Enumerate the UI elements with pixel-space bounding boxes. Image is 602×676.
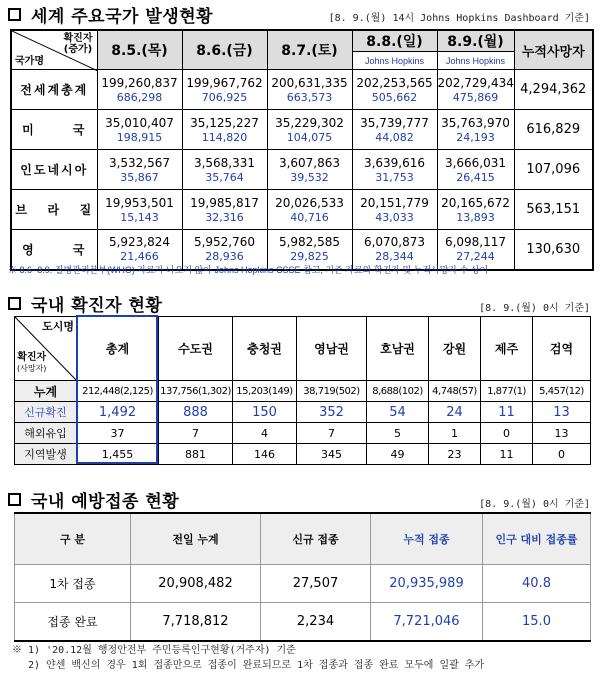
new-cases: 31,753 — [375, 170, 414, 184]
new-cases: 114,820 — [201, 130, 248, 144]
date-header: 8.8.(일) — [352, 30, 437, 52]
case-value: 15,203(149) — [233, 381, 297, 402]
vaccine-header: 전일 누계 — [131, 513, 261, 565]
date-header: 8.7.(토) — [267, 30, 352, 70]
daily-cell — [97, 190, 182, 230]
vaccine-header: 구 분 — [15, 513, 131, 565]
country-row — [11, 110, 593, 150]
case-value: 11 — [481, 402, 533, 423]
case-value: 4 — [233, 423, 297, 444]
vaccine-value: 40.8 — [483, 565, 591, 603]
new-cases: 44,082 — [375, 130, 414, 144]
new-cases: 706,925 — [201, 90, 248, 104]
case-value: 7 — [297, 423, 367, 444]
cumulative-cases: 35,739,777 — [360, 115, 429, 130]
case-row — [15, 444, 591, 465]
date-header: 8.9.(월) — [437, 30, 514, 52]
daily-cell — [437, 190, 514, 230]
new-cases: 475,869 — [452, 90, 499, 104]
country-name: 인도네시아 — [11, 150, 97, 190]
cumulative-cases: 35,010,407 — [105, 115, 174, 130]
daily-cell — [182, 110, 267, 150]
case-value: 1,492 — [77, 402, 159, 423]
case-value: 37 — [77, 423, 159, 444]
section3-note: [8. 9.(월) 0시 기준] — [479, 499, 590, 510]
case-value: 137,756(1,302) — [159, 381, 233, 402]
cumulative-cases: 199,967,762 — [186, 75, 263, 90]
case-value: 54 — [367, 402, 429, 423]
cumulative-cases: 5,923,824 — [108, 235, 171, 250]
daily-cell — [437, 70, 514, 110]
daily-cell — [267, 150, 352, 190]
region-header: 제주 — [481, 317, 533, 381]
new-cases: 27,244 — [456, 250, 495, 264]
new-cases: 32,316 — [205, 210, 244, 224]
cumulative-cases: 3,639,616 — [363, 155, 426, 170]
cumulative-cases: 5,952,760 — [193, 235, 256, 250]
corner-header: 도시명 확진자 (사망자) — [15, 317, 77, 381]
case-value: 146 — [233, 444, 297, 465]
case-value: 11 — [481, 444, 533, 465]
case-value: 1 — [429, 423, 481, 444]
daily-cell — [437, 150, 514, 190]
vaccine-value: 27,507 — [261, 565, 371, 603]
new-cases: 686,298 — [116, 90, 163, 104]
country-row — [11, 150, 593, 190]
cumulative-cases: 3,568,331 — [193, 155, 256, 170]
square-bullet-icon — [8, 493, 21, 506]
cumulative-cases: 35,125,227 — [190, 115, 259, 130]
case-value: 13 — [533, 423, 591, 444]
region-header: 총계 — [77, 317, 159, 381]
new-cases: 13,893 — [456, 210, 495, 224]
case-value: 345 — [297, 444, 367, 465]
corner-header: 확진자 (증가) 국가명 — [11, 30, 97, 70]
new-cases: 35,867 — [120, 170, 159, 184]
cumulative-cases: 20,165,672 — [441, 195, 510, 210]
row-label: 1차 접종 — [15, 565, 131, 603]
new-cases: 28,344 — [375, 250, 414, 264]
cumulative-cases: 199,260,837 — [101, 75, 178, 90]
new-cases: 24,193 — [456, 130, 495, 144]
cumulative-cases: 200,631,335 — [271, 75, 348, 90]
case-value: 1,877(1) — [481, 381, 533, 402]
case-value: 38,719(502) — [297, 381, 367, 402]
cumulative-cases: 6,070,873 — [363, 235, 426, 250]
square-bullet-icon — [8, 297, 21, 310]
daily-cell — [352, 70, 437, 110]
vaccine-value: 20,908,482 — [131, 565, 261, 603]
new-cases: 505,662 — [371, 90, 418, 104]
section3-footnote2: 2) 얀센 백신의 경우 1회 접종만으로 접종이 완료되므로 1차 접종과 접종 완료 모두에 일괄 추가 — [28, 660, 485, 671]
cumulative-deaths: 107,096 — [514, 150, 593, 190]
world-status-table — [10, 29, 594, 271]
daily-cell — [182, 70, 267, 110]
vaccine-value: 7,721,046 — [371, 603, 483, 641]
case-value: 4,748(57) — [429, 381, 481, 402]
region-header: 충청권 — [233, 317, 297, 381]
cum-deaths-header: 누적사망자 — [514, 30, 593, 70]
cumulative-cases: 19,985,817 — [190, 195, 259, 210]
daily-cell — [437, 110, 514, 150]
daily-cell — [97, 110, 182, 150]
cumulative-cases: 35,229,302 — [275, 115, 344, 130]
row-label: 지역발생 — [15, 444, 77, 465]
new-cases: 15,143 — [120, 210, 159, 224]
vaccine-header: 신규 접종 — [261, 513, 371, 565]
section1-title: 세계 주요국가 발생현황 — [8, 3, 213, 25]
region-header: 강원 — [429, 317, 481, 381]
cumulative-deaths: 616,829 — [514, 110, 593, 150]
cumulative-cases: 3,666,031 — [444, 155, 507, 170]
new-cases: 104,075 — [286, 130, 333, 144]
vaccine-value: 20,935,989 — [371, 565, 483, 603]
case-value: 8,688(102) — [367, 381, 429, 402]
cumulative-cases: 6,098,117 — [444, 235, 507, 250]
vaccine-value: 2,234 — [261, 603, 371, 641]
case-value: 1,455 — [77, 444, 159, 465]
case-value: 23 — [429, 444, 481, 465]
daily-cell — [97, 150, 182, 190]
case-row — [15, 381, 591, 402]
region-header: 수도권 — [159, 317, 233, 381]
case-value: 13 — [533, 402, 591, 423]
country-name: 미 국 — [11, 110, 97, 150]
daily-cell — [97, 70, 182, 110]
case-value: 5 — [367, 423, 429, 444]
section1-footnote: ※ 8.6~8.9. 질병관리본부(WHO) 자료가 나오지 않아 Johns Hopkins CSSE 참고, 기존 자료와 확진자 및 누적사망자 수 상이 — [8, 265, 489, 275]
vaccine-header: 누적 접종 — [371, 513, 483, 565]
new-cases: 35,764 — [205, 170, 244, 184]
daily-cell — [352, 150, 437, 190]
date-header: 8.5.(목) — [97, 30, 182, 70]
cumulative-cases: 5,982,585 — [278, 235, 341, 250]
case-value: 881 — [159, 444, 233, 465]
section2-title: 국내 확진자 현황 — [8, 292, 162, 314]
new-cases: 39,532 — [290, 170, 329, 184]
cumulative-cases: 19,953,501 — [105, 195, 174, 210]
new-cases: 21,466 — [120, 250, 159, 264]
cumulative-cases: 20,026,533 — [275, 195, 344, 210]
case-value: 5,457(12) — [533, 381, 591, 402]
section3-footnote1: ※ 1) '20.12월 행정안전부 주민등록인구현황(거주자) 기준 — [12, 645, 296, 656]
cumulative-cases: 3,532,567 — [108, 155, 171, 170]
vaccination-table — [14, 512, 591, 642]
section1-note: [8. 9.(월) 14시 Johns Hopkins Dashboard 기준] — [328, 13, 590, 24]
daily-cell — [267, 70, 352, 110]
case-value: 352 — [297, 402, 367, 423]
new-cases: 28,936 — [205, 250, 244, 264]
country-row — [11, 70, 593, 110]
source-subheader: Johns Hopkins — [437, 52, 514, 70]
cumulative-cases: 20,151,779 — [360, 195, 429, 210]
cumulative-cases: 3,607,863 — [278, 155, 341, 170]
case-value: 7 — [159, 423, 233, 444]
row-label: 누계 — [15, 381, 77, 402]
region-header: 호남권 — [367, 317, 429, 381]
row-label: 해외유입 — [15, 423, 77, 444]
daily-cell — [267, 110, 352, 150]
vaccine-value: 7,718,812 — [131, 603, 261, 641]
country-name: 전세계총계 — [11, 70, 97, 110]
daily-cell — [352, 110, 437, 150]
source-subheader: Johns Hopkins — [352, 52, 437, 70]
cumulative-cases: 202,253,565 — [356, 75, 433, 90]
cumulative-cases: 35,763,970 — [441, 115, 510, 130]
case-value: 0 — [481, 423, 533, 444]
section2-note: [8. 9.(월) 0시 기준] — [479, 303, 590, 314]
vaccine-value: 15.0 — [483, 603, 591, 641]
square-bullet-icon — [8, 8, 21, 21]
new-cases: 26,415 — [456, 170, 495, 184]
case-value: 212,448(2,125) — [77, 381, 159, 402]
country-row — [11, 190, 593, 230]
vaccine-row — [15, 565, 591, 603]
date-header: 8.6.(금) — [182, 30, 267, 70]
daily-cell — [182, 150, 267, 190]
new-cases: 43,033 — [375, 210, 414, 224]
case-value: 888 — [159, 402, 233, 423]
domestic-cases-table — [14, 316, 591, 465]
cumulative-deaths: 563,151 — [514, 190, 593, 230]
region-header: 영남권 — [297, 317, 367, 381]
case-value: 0 — [533, 444, 591, 465]
country-name: 브 라 질 — [11, 190, 97, 230]
new-cases: 198,915 — [116, 130, 163, 144]
section3-title: 국내 예방접종 현황 — [8, 488, 179, 510]
cumulative-deaths: 4,294,362 — [514, 70, 593, 110]
case-value: 150 — [233, 402, 297, 423]
case-row — [15, 423, 591, 444]
case-row — [15, 402, 591, 423]
country-name: 영 국 — [11, 230, 97, 270]
new-cases: 29,825 — [290, 250, 329, 264]
vaccine-row — [15, 603, 591, 641]
case-value: 49 — [367, 444, 429, 465]
row-label: 접종 완료 — [15, 603, 131, 641]
vaccine-header: 인구 대비 접종률 — [483, 513, 591, 565]
daily-cell — [182, 190, 267, 230]
cumulative-deaths: 130,630 — [514, 230, 593, 270]
new-cases: 663,573 — [286, 90, 333, 104]
row-label: 신규확진 — [15, 402, 77, 423]
daily-cell — [352, 190, 437, 230]
region-header: 검역 — [533, 317, 591, 381]
case-value: 24 — [429, 402, 481, 423]
daily-cell — [267, 190, 352, 230]
cumulative-cases: 202,729,434 — [437, 75, 514, 90]
new-cases: 40,716 — [290, 210, 329, 224]
